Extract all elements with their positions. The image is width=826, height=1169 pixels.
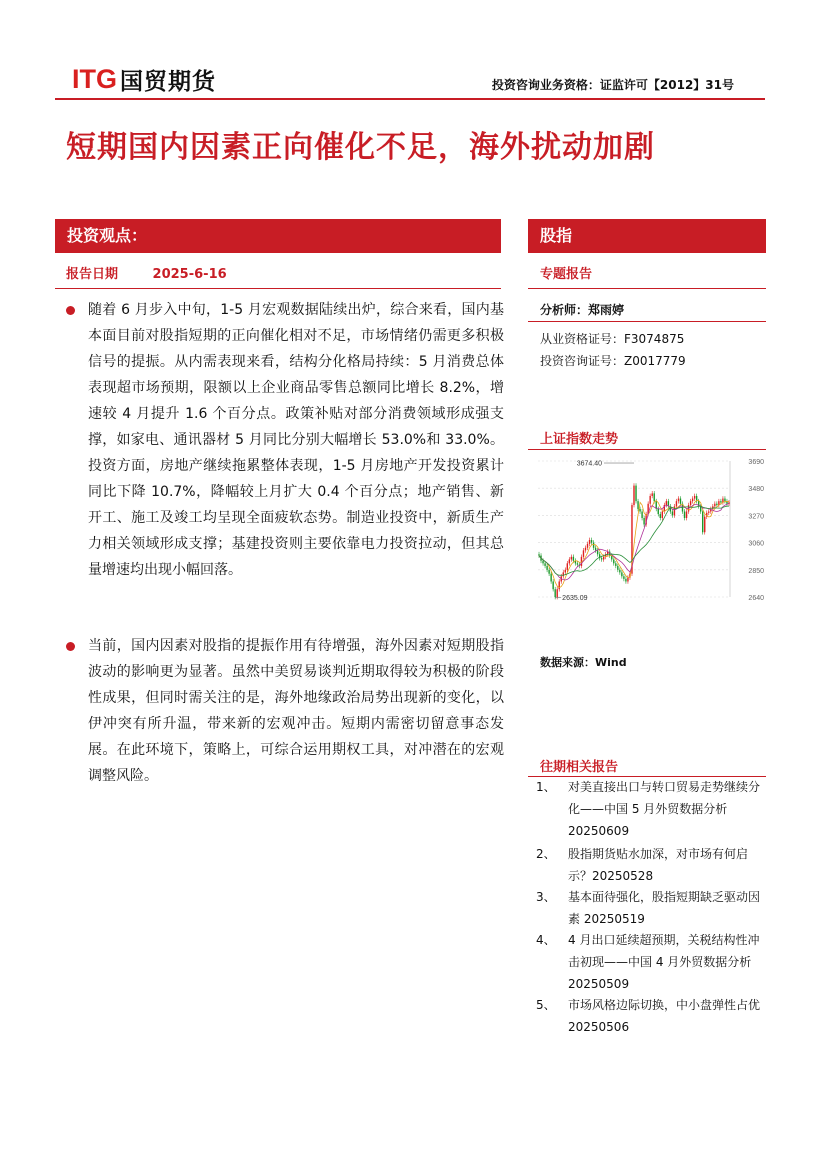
candle-body: [595, 548, 596, 551]
item-text: 4 月出口延续超预期，关税结构性冲击初现——中国 4 月外贸数据分析 20250509: [568, 933, 760, 991]
related-report-item[interactable]: [536, 929, 764, 995]
candle-body: [554, 589, 555, 597]
candle-body: [603, 557, 604, 560]
candle-body: [591, 540, 592, 543]
candle-body: [550, 574, 551, 582]
candle-body: [613, 559, 614, 563]
report-date-row: [66, 263, 227, 282]
candle-body: [649, 496, 650, 504]
paragraph-text: 随着 6 月步入中旬，1-5 月宏观数据陆续出炉，综合来看，国内基本面目前对股指短期的正向催化相对不足，市场情绪仍需更多积极信号的提振。从内需表现来看，结构分化格局持续：5 月消费总体表现超市场预期，限额以上企业商品零售总额同比增长 8.2%，增速较 4 月提升 1.6 个百分点。政策补贴对部分消费领域形成强支撑，如家电、通讯器材 5 月同比分别大幅增长 53.0%和 33.0%。投资方面，房地产继续拖累整体表现，1-5 月房地产开发投资累计同比下降 10.7%，降幅较上月扩大 0.4 个百分点；地产销售、新开工、施工及竣工均呈现全面疲软态势。制造业投资中，新质生产力相关领域形成支撑；基建投资则主要依靠电力投资拉动，但其总量增速均出现小幅回落。: [88, 302, 504, 578]
analyst-line: [540, 301, 624, 318]
item-text: 基本面待强化，股指短期缺乏驱动因素 20250519: [568, 890, 761, 926]
item-number: 5、: [536, 998, 556, 1012]
candle-body: [651, 493, 652, 496]
candle-body: [704, 517, 705, 533]
analyst-label: 分析师：: [540, 303, 589, 317]
candle-body: [552, 581, 553, 589]
candle-body: [658, 509, 659, 514]
candle-body: [637, 501, 638, 509]
related-report-item[interactable]: [536, 843, 764, 887]
item-number: 4、: [536, 933, 556, 947]
y-tick-label: 2640: [748, 595, 764, 602]
left-divider: [55, 288, 501, 289]
high-annotation: 3674.40: [576, 460, 602, 468]
candle-body: [627, 578, 628, 582]
candle-body: [654, 493, 655, 501]
header-divider: [55, 98, 765, 100]
candle-body: [662, 512, 663, 518]
company-logo: [72, 64, 216, 94]
candle-body: [565, 570, 566, 573]
candle-body: [577, 563, 578, 564]
candle-body: [619, 570, 620, 573]
analyst-name: 郑雨婷: [588, 303, 625, 317]
view-paragraph-1: [66, 297, 506, 627]
candle-body: [615, 563, 616, 566]
license-text: 投资咨询业务资格：证监许可【2012】31号: [491, 78, 734, 92]
related-report-item[interactable]: [536, 886, 764, 930]
y-tick-label: 3480: [748, 486, 764, 494]
candle-body: [587, 544, 588, 548]
qualification-cert: 从业资格证号：F3074875: [540, 332, 685, 346]
candle-body: [680, 499, 681, 504]
candle-body: [548, 570, 549, 574]
candle-body: [625, 579, 626, 582]
related-report-item[interactable]: [536, 994, 764, 1038]
item-text: 对美直接出口与转口贸易走势继续分化——中国 5 月外贸数据分析 20250609: [568, 780, 761, 838]
candle-body: [702, 512, 703, 533]
candle-body: [617, 566, 618, 570]
candle-body: [672, 512, 673, 516]
y-tick-label: 2850: [748, 567, 764, 575]
item-number: 1、: [536, 780, 556, 794]
category-header: 股指: [528, 219, 766, 253]
candle-body: [694, 496, 695, 499]
report-title: 短期国内因素正向催化不足，海外扰动加剧: [66, 130, 655, 165]
candle-body: [643, 518, 644, 524]
report-date-label: 报告日期: [66, 267, 119, 282]
candle-body: [542, 561, 543, 564]
candle-body: [666, 501, 667, 505]
candle-body: [686, 512, 687, 518]
consulting-cert: 投资咨询证号：Z0017779: [540, 354, 686, 368]
candle-body: [716, 504, 717, 505]
right-divider: [528, 288, 766, 289]
candle-body: [720, 501, 721, 502]
investment-view-header: 投资观点：: [55, 219, 501, 253]
candle-body: [601, 558, 602, 559]
candle-body: [678, 499, 679, 502]
candle-body: [571, 557, 572, 560]
candle-body: [544, 563, 545, 566]
candle-body: [583, 550, 584, 556]
item-text: 市场风格边际切换，中小盘弹性占优 20250506: [568, 998, 761, 1034]
candle-body: [708, 512, 709, 513]
data-source: 数据来源：Wind: [540, 656, 627, 669]
candle-body: [639, 509, 640, 512]
candle-body: [546, 566, 547, 570]
candle-body: [724, 499, 725, 502]
candle-body: [573, 557, 574, 561]
bullet-icon: [66, 642, 75, 651]
chart-title: 上证指数走势: [540, 432, 619, 447]
related-report-item[interactable]: [536, 776, 764, 842]
report-type: 专题报告: [540, 267, 593, 282]
item-number: 2、: [536, 847, 556, 861]
candle-body: [676, 501, 677, 506]
y-tick-label: 3690: [748, 459, 764, 466]
candle-body: [569, 559, 570, 563]
candle-body: [684, 512, 685, 518]
candle-body: [567, 563, 568, 569]
sse-index-chart: [536, 455, 766, 607]
candle-body: [641, 512, 642, 518]
related-reports-title: 往期相关报告: [540, 760, 619, 775]
y-tick-label: 3270: [748, 513, 764, 521]
candle-body: [538, 554, 539, 555]
candle-body: [714, 504, 715, 507]
candle-body: [623, 576, 624, 579]
candle-body: [593, 543, 594, 548]
y-tick-label: 3060: [748, 540, 764, 548]
candle-body: [633, 486, 634, 505]
report-date-value: 2025-6-16: [152, 267, 227, 282]
candle-body: [635, 486, 636, 502]
candle-body: [556, 589, 557, 597]
candle-body: [660, 514, 661, 518]
view-paragraph-2: [66, 633, 506, 813]
candle-body: [621, 572, 622, 576]
candle-body: [563, 572, 564, 576]
paragraph-text: 当前，国内因素对股指的提振作用有待增强，海外因素对短期股指波动的影响更为显著。虽然中美贸易谈判近期取得较为积极的阶段性成果，但同时需关注的是，海外地缘政治局势出现新的变化，以伊冲突有所升温，带来新的宏观冲击。短期内需密切留意事态发展。在此环境下，策略上，可综合运用期权工具，对冲潜在的宏观调整风险。: [88, 638, 504, 784]
item-text: 股指期货贴水加深，对市场有何启示？20250528: [568, 847, 749, 883]
item-number: 3、: [536, 890, 556, 904]
low-annotation: 2635.09: [562, 595, 588, 603]
logo-chinese: 国贸期货: [120, 68, 216, 95]
analyst-divider: [528, 321, 766, 322]
bullet-icon: [66, 306, 75, 315]
candle-body: [692, 499, 693, 502]
candle-body: [690, 501, 691, 505]
candle-body: [589, 540, 590, 544]
candle-body: [585, 548, 586, 551]
chart-divider: [528, 449, 766, 450]
candle-body: [597, 550, 598, 554]
logo-latin: ITG: [72, 63, 117, 94]
